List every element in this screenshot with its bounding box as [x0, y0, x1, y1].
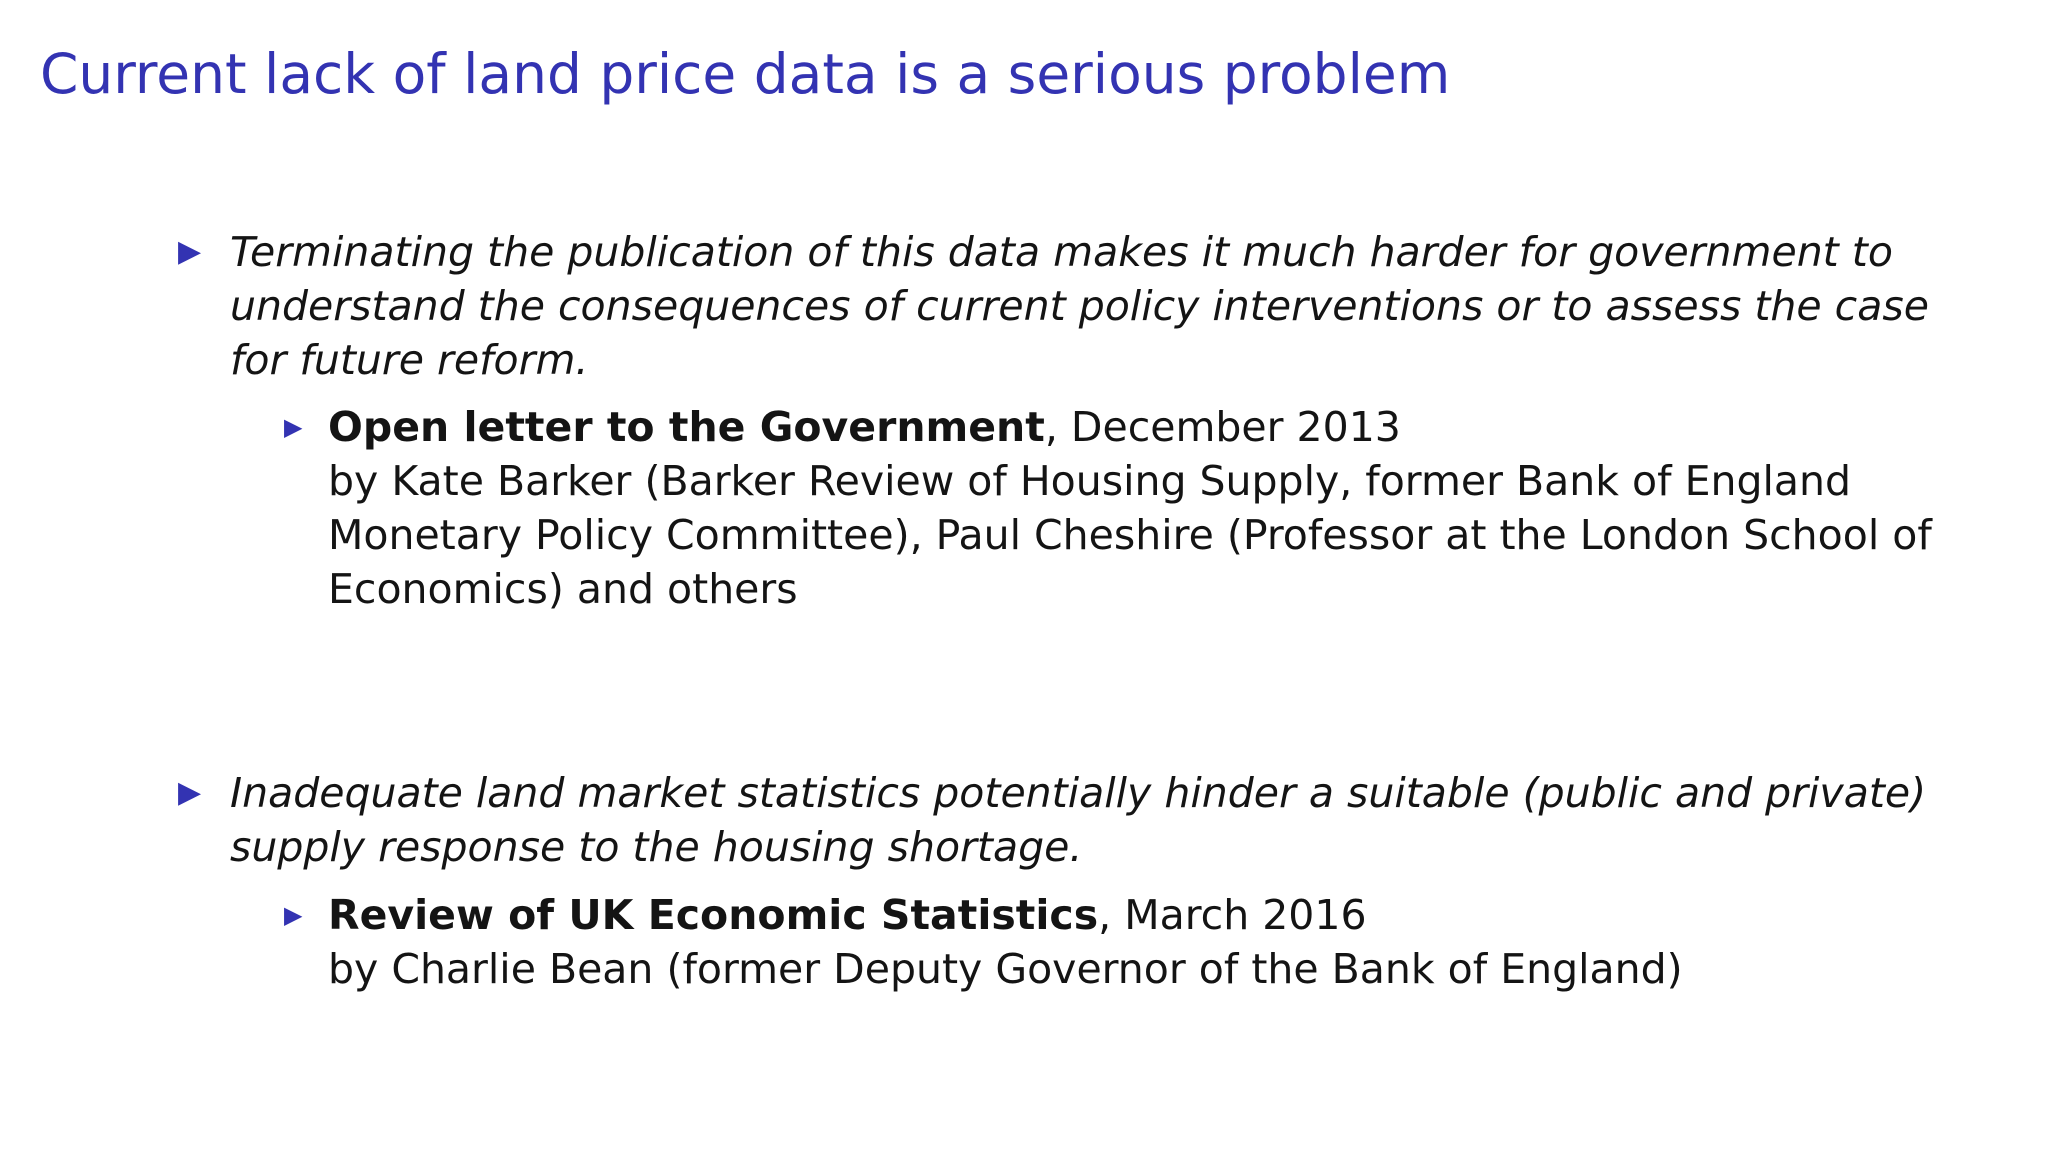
quote-line: Inadequate land market statistics potentially hinder a suitable (public and private)	[230, 769, 1927, 817]
bullet-marker-icon: ▶	[178, 775, 202, 810]
slide-title: Current lack of land price data is a serious problem	[40, 42, 1451, 106]
quote-line: for future reform.	[230, 336, 589, 384]
sub-bullet-marker-icon: ▶	[284, 901, 303, 929]
source-title: Review of UK Economic Statistics	[328, 891, 1099, 939]
quote-line: understand the consequences of current policy interventions or to assess the case	[230, 282, 1929, 330]
quote-line: Terminating the publication of this data makes it much harder for government to	[230, 228, 1893, 276]
source-line: Monetary Policy Committee), Paul Cheshire (Professor at the London School of	[328, 511, 1932, 559]
bullet-quote-2	[178, 766, 1950, 874]
bullet-quote-1	[178, 225, 1950, 387]
source-title: Open letter to the Government	[328, 403, 1045, 451]
source-line: by Charlie Bean (former Deputy Governor of the Bank of England)	[328, 945, 1683, 993]
source-date: , March 2016	[1098, 891, 1367, 939]
quote-line: supply response to the housing shortage.	[230, 823, 1083, 871]
source-line: Economics) and others	[328, 565, 798, 613]
sub-bullet-marker-icon: ▶	[284, 413, 303, 441]
source-heading	[328, 888, 1948, 942]
source-line: by Kate Barker (Barker Review of Housing Supply, former Bank of England	[328, 457, 1852, 505]
sub-bullet-source-2	[284, 888, 1948, 996]
source-date: , December 2013	[1044, 403, 1401, 451]
bullet-marker-icon: ▶	[178, 234, 202, 269]
sub-bullet-source-1	[284, 400, 1948, 616]
source-heading	[328, 400, 1948, 454]
